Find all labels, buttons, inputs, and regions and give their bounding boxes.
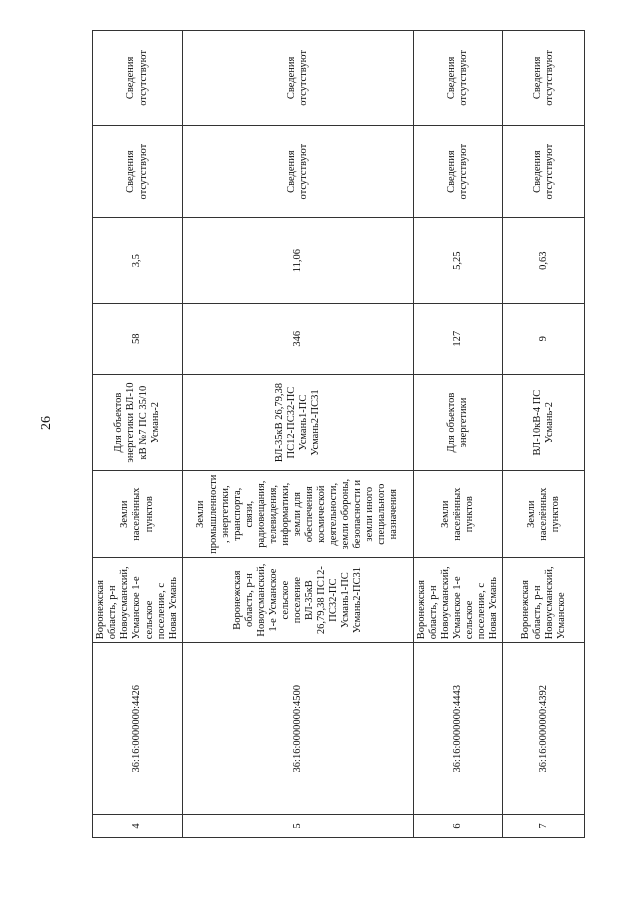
area: 127 (414, 303, 503, 374)
info-1: Сведения отсутствуют (183, 125, 414, 218)
value: 5,25 (414, 218, 503, 303)
table-row (93, 31, 183, 838)
value: 3,5 (93, 218, 183, 303)
cadastral-number: 36:16:0000000:4443 (414, 643, 503, 815)
area: 346 (183, 303, 414, 374)
info-2: Сведения отсутствуют (503, 31, 585, 126)
page-number: 26 (39, 416, 54, 430)
land-category: Земли населённых пунктов (503, 471, 585, 557)
land-category: Земли населённых пунктов (414, 471, 503, 557)
row-number: 7 (503, 815, 585, 838)
land-plots-table-wrapper (92, 30, 582, 838)
land-category: Земли промышленности, энергетики, транспорта, связи, радиовещания, телевидения, информатики, земли для обеспечения космической деятельности, земли обороны, безопасности и земли иного специального назначения (183, 471, 414, 557)
info-2: Сведения отсутствуют (183, 31, 414, 126)
location: Воронежская область, р-н Новоусманский, Усманское (503, 557, 585, 642)
table-row (183, 31, 414, 838)
cadastral-number: 36:16:0000000:4500 (183, 643, 414, 815)
permitted-use: ВЛ-10кВ-4 ПС Усмань-2 (503, 374, 585, 471)
permitted-use: ВЛ-35кВ 26,79,38 ПС12-ПС32-ПС Усмань1-ПС Усмань2-ПС31 (183, 374, 414, 471)
location: Воронежская область, р-н Новоусманский, Усманское 1-е сельское поселение, с Новая Усмань (93, 557, 183, 642)
area: 58 (93, 303, 183, 374)
info-1: Сведения отсутствуют (503, 125, 585, 218)
land-category: Земли населённых пунктов (93, 471, 183, 557)
row-number: 4 (93, 815, 183, 838)
info-1: Сведения отсутствуют (93, 125, 183, 218)
permitted-use: Для объектов энергетики ВЛ-10 кВ №7 ПС 35/10 Усмань-2 (93, 374, 183, 471)
row-number: 5 (183, 815, 414, 838)
info-2: Сведения отсутствуют (414, 31, 503, 126)
location: Воронежская область, р-н Новоусманский, Усманское 1-е сельское поселение, с Новая Усмань (414, 557, 503, 642)
row-number: 6 (414, 815, 503, 838)
value: 0,63 (503, 218, 585, 303)
value: 11,06 (183, 218, 414, 303)
info-2: Сведения отсутствуют (93, 31, 183, 126)
location: Воронежская область, р-н Новоусманский, 1-е Усманское сельское поселение ВЛ-35кВ 26,79,38 ПС12-ПС32-ПС Усмань1-ПС Усмань2-ПС31 (183, 557, 414, 642)
land-plots-table (92, 30, 585, 838)
table-row (414, 31, 503, 838)
info-1: Сведения отсутствуют (414, 125, 503, 218)
area: 9 (503, 303, 585, 374)
table-row (503, 31, 585, 838)
cadastral-number: 36:16:0000000:4392 (503, 643, 585, 815)
permitted-use: Для объектов энергетики (414, 374, 503, 471)
cadastral-number: 36:16:0000000:4426 (93, 643, 183, 815)
